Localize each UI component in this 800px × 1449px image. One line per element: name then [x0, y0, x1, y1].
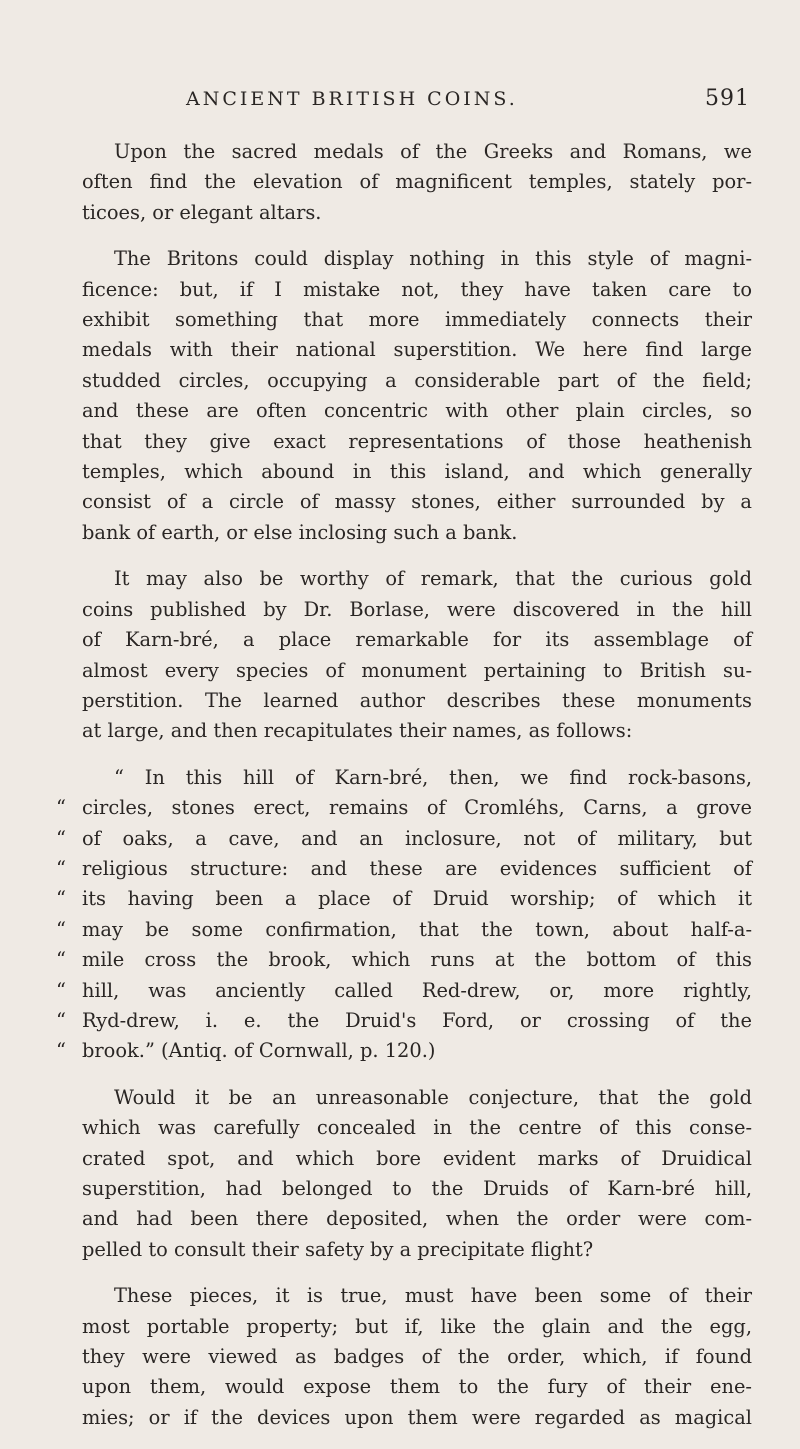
quote-line-wrap — [56, 976, 752, 1006]
text-line: Would it be an unreasonable conjecture, that the gold — [114, 1085, 752, 1109]
quote-mark: “ — [56, 978, 66, 1002]
text-line: Upon the sacred medals of the Greeks and Romans, we — [114, 140, 752, 163]
page-number: 591 — [705, 86, 750, 111]
quote-line-wrap — [56, 824, 752, 854]
quote-mark: “ — [56, 1039, 66, 1063]
paragraph-5 — [82, 1281, 752, 1433]
block-quote — [56, 763, 752, 1067]
quote-line: “ In this hill of Karn-bré, then, we find rock-basons, — [114, 765, 752, 789]
text-line: upon them, would expose them to the fury of their ene- — [82, 1375, 752, 1399]
text-line: These pieces, it is true, must have been some of their — [114, 1284, 752, 1308]
text-line: mies; or if the devices upon them were regarded as magical — [82, 1405, 752, 1429]
quote-line: hill, was anciently called Red-drew, or, more rightly, — [82, 978, 752, 1002]
quote-line: brook.” (Antiq. of Cornwall, p. 120.) — [82, 1039, 436, 1063]
paragraph-3 — [82, 564, 752, 746]
text-line: bank of earth, or else inclosing such a bank. — [82, 520, 518, 544]
page-header — [90, 88, 750, 118]
text-line: they were viewed as badges of the order, which, if found — [82, 1345, 752, 1369]
quote-line: of oaks, a cave, and an inclosure, not of military, but — [82, 826, 752, 850]
text-line: at large, and then recapitulates their names, as follows: — [82, 719, 633, 743]
text-line: crated spot, and which bore evident marks of Druidical — [82, 1146, 752, 1170]
quote-line-wrap — [56, 884, 752, 914]
running-title: ANCIENT BRITISH COINS. — [186, 88, 518, 110]
text-line: ficence: but, if I mistake not, they have taken care to — [82, 277, 752, 301]
text-line: and these are often concentric with other plain circles, so — [82, 399, 752, 423]
quote-line-wrap — [56, 854, 752, 884]
quote-mark: “ — [56, 1008, 66, 1032]
text-line: consist of a circle of massy stones, either surrounded by a — [82, 490, 752, 514]
quote-line: circles, stones erect, remains of Cromléhs, Carns, a grove — [82, 796, 752, 820]
quote-line: its having been a place of Druid worship; of which it — [82, 887, 752, 911]
text-line: most portable property; but if, like the glain and the egg, — [82, 1314, 752, 1338]
quote-mark: “ — [56, 796, 66, 820]
text-line: almost every species of monument pertaining to British su- — [82, 658, 752, 682]
paragraph-2 — [82, 244, 752, 548]
quote-line-wrap — [56, 945, 752, 975]
text-line: which was carefully concealed in the centre of this conse- — [82, 1116, 752, 1140]
paragraph-1 — [82, 137, 752, 228]
quote-line-wrap — [56, 1036, 752, 1066]
body-text — [56, 137, 752, 1449]
quote-line: religious structure: and these are evidences sufficient of — [82, 856, 752, 880]
text-line: It may also be worthy of remark, that the curious gold — [114, 567, 752, 591]
quote-mark: “ — [56, 948, 66, 972]
text-line: studded circles, occupying a considerable part of the field; — [82, 368, 752, 392]
text-line: ticoes, or elegant altars. — [82, 200, 322, 224]
text-line: and had been there deposited, when the order were com- — [82, 1207, 752, 1231]
text-line: perstition. The learned author describes these monuments — [82, 688, 752, 712]
quote-mark: “ — [56, 856, 66, 880]
text-line: coins published by Dr. Borlase, were discovered in the hill — [82, 597, 752, 621]
text-line: exhibit something that more immediately connects their — [82, 308, 752, 332]
quote-line: Ryd-drew, i. e. the Druid's Ford, or crossing of the — [82, 1008, 752, 1032]
quote-mark: “ — [56, 887, 66, 911]
quote-mark: “ — [56, 917, 66, 941]
text-line: often find the elevation of magnificent temples, stately por- — [82, 170, 752, 194]
text-line: superstition, had belonged to the Druids of Karn-bré hill, — [82, 1177, 752, 1200]
quote-line: mile cross the brook, which runs at the bottom of this — [82, 948, 752, 972]
text-line: The Britons could display nothing in this style of magni- — [114, 247, 752, 271]
paragraph-4 — [82, 1083, 752, 1265]
quote-line-wrap — [56, 1006, 752, 1036]
quote-line-wrap — [56, 915, 752, 945]
text-line: that they give exact representations of those heathenish — [82, 429, 752, 453]
quote-line: may be some confirmation, that the town, about half-a- — [82, 917, 752, 941]
text-line: temples, which abound in this island, and which generally — [82, 460, 752, 484]
text-line: of Karn-bré, a place remarkable for its assemblage of — [82, 628, 752, 652]
text-line: medals with their national superstition. We here find large — [82, 338, 752, 362]
text-line: pelled to consult their safety by a precipitate flight? — [82, 1237, 594, 1261]
quote-line-wrap — [56, 793, 752, 823]
quote-mark: “ — [56, 826, 66, 850]
